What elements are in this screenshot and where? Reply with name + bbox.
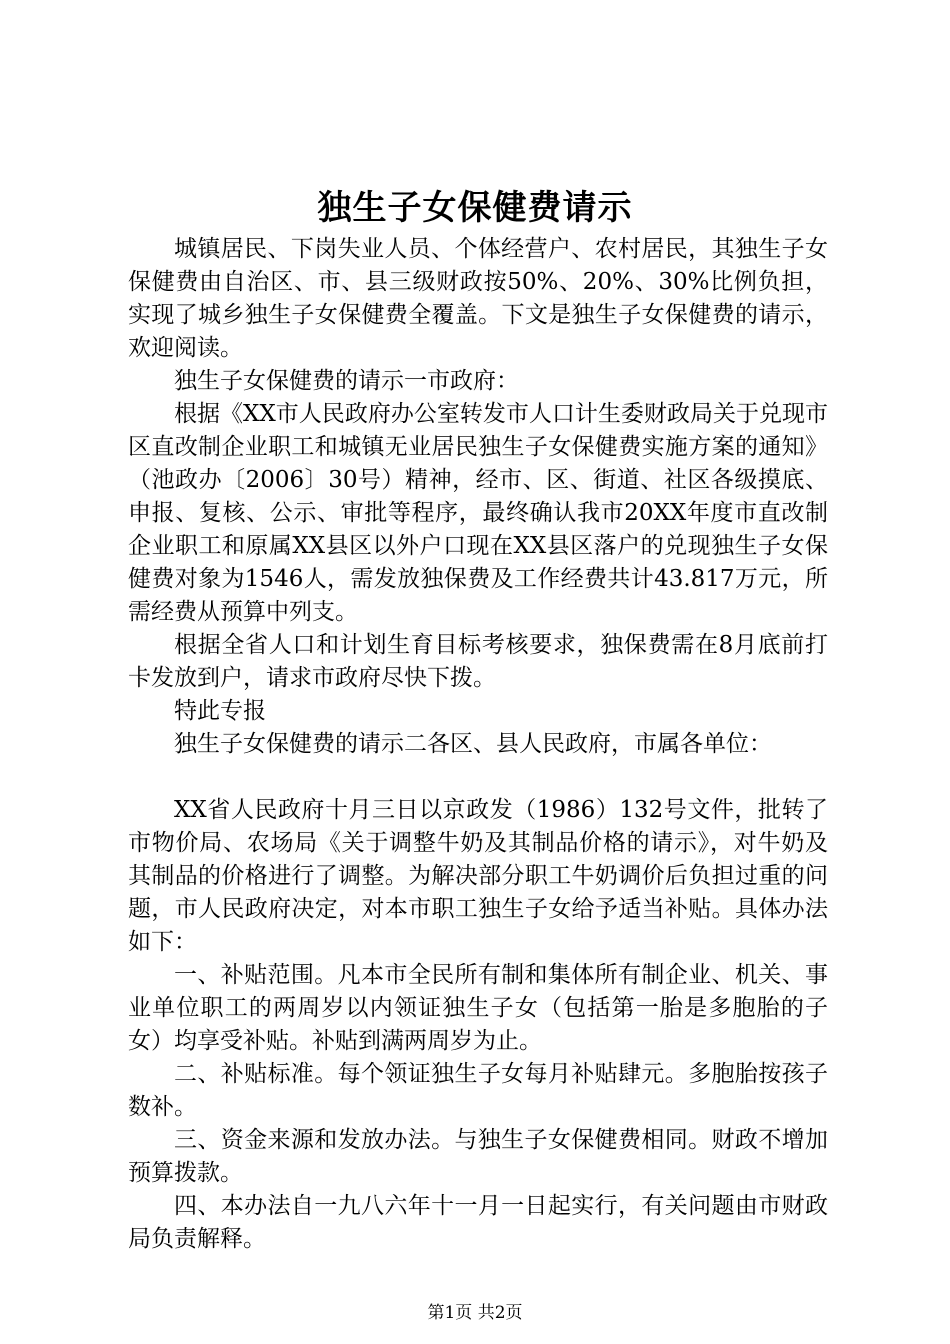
paragraph-intro: 城镇居民、下岗失业人员、个体经营户、农村居民，其独生子女保健费由自治区、市、县三级财政按50%、20%、30%比例负担，实现了城乡独生子女保健费全覆盖。下文是独生子女保健费的请示，欢迎阅读。 xyxy=(128,236,828,361)
paragraph-request-one-deadline: 根据全省人口和计划生育目标考核要求，独保费需在8月底前打卡发放到户，请求市政府尽快下拨。 xyxy=(128,632,828,691)
paragraph-subsidy-scope: 一、补贴范围。凡本市全民所有制和集体所有制企业、机关、事业单位职工的两周岁以内领证独生子女（包括第一胎是多胞胎的子女）均享受补贴。补贴到满两周岁为止。 xyxy=(128,962,828,1054)
paragraph-request-one-basis: 根据《XX市人民政府办公室转发市人口计生委财政局关于兑现市区直改制企业职工和城镇无业居民独生子女保健费实施方案的通知》（池政办〔2006〕30号）精神，经市、区、街道、社区各级摸底、申报、复核、公示、审批等程序，最终确认我市20XX年度市直改制企业职工和原属XX县区以外户口现在XX县区落户的兑现独生子女保健费对象为1546人，需发放独保费及工作经费共计43.817万元，所需经费从预算中列支。 xyxy=(128,401,828,625)
paragraph-request-one-closing: 特此专报 xyxy=(174,698,266,724)
paragraph-request-two-heading: 独生子女保健费的请示二各区、县人民政府，市属各单位： xyxy=(174,731,772,757)
paragraph-effective-date: 四、本办法自一九八六年十一月一日起实行，有关问题由市财政局负责解释。 xyxy=(128,1193,828,1252)
paragraph-subsidy-standard: 二、补贴标准。每个领证独生子女每月补贴肆元。多胞胎按孩子数补。 xyxy=(128,1061,828,1120)
document-title: 独生子女保健费请示 xyxy=(317,188,633,228)
document-body xyxy=(128,233,828,1256)
paragraph-funding-source: 三、资金来源和发放办法。与独生子女保健费相同。财政不增加预算拨款。 xyxy=(128,1127,828,1186)
paragraph-request-two-background: XX省人民政府十月三日以京政发（1986）132号文件，批转了市物价局、农场局《关于调整牛奶及其制品价格的请示》，对牛奶及其制品的价格进行了调整。为解决部分职工牛奶调价后负担过重的问题，市人民政府决定，对本市职工独生子女给予适当补贴。具体办法如下： xyxy=(128,797,828,955)
page-number-footer: 第1页 共2页 xyxy=(427,1303,523,1323)
paragraph-request-one-heading: 独生子女保健费的请示一市政府： xyxy=(174,368,519,394)
blank-line xyxy=(128,761,828,794)
